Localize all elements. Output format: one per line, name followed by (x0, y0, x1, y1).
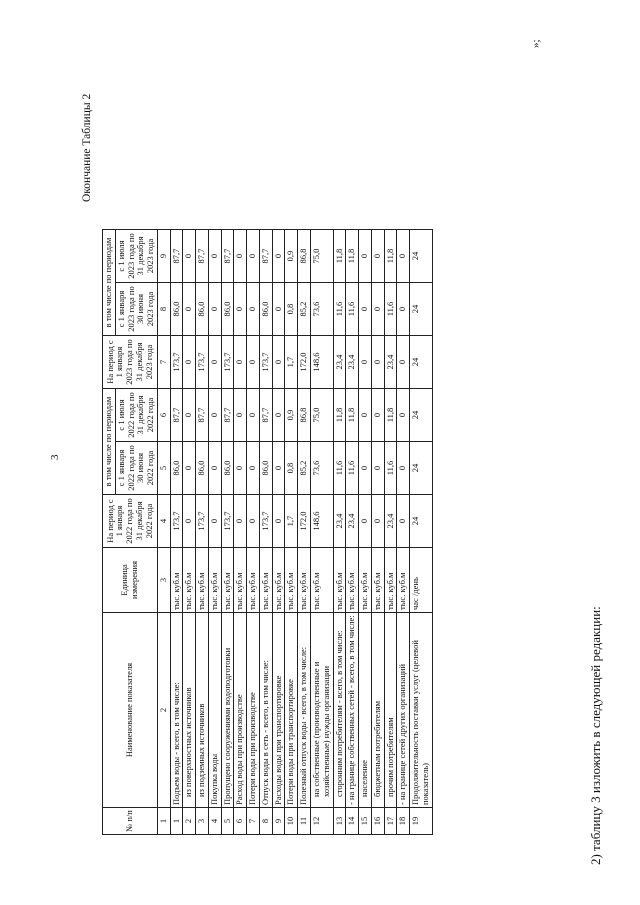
row-name: Расход воды при производстве (234, 613, 247, 808)
row-value: 172,0 (298, 495, 311, 548)
row-value: 87,7 (221, 389, 234, 442)
row-unit: тыс. куб.м (221, 548, 234, 613)
row-value: 0 (183, 283, 196, 336)
row-value: 85,2 (298, 442, 311, 495)
table-row (298, 230, 311, 835)
row-number: 1 (170, 808, 183, 835)
row-value: 11,6 (333, 283, 346, 336)
row-name: - на границе сетей других организаций (397, 613, 410, 808)
row-value: 0 (359, 389, 372, 442)
row-number: 14 (346, 808, 359, 835)
row-value: 0 (359, 336, 372, 389)
row-unit: тыс. куб.м (234, 548, 247, 613)
row-number: 10 (285, 808, 298, 835)
row-value: 0 (359, 230, 372, 283)
row-name: население (359, 613, 372, 808)
row-unit: тыс. куб.м (333, 548, 346, 613)
row-value: 173,7 (170, 336, 183, 389)
col-name: Наименование показателя (103, 613, 158, 808)
row-value: 0 (397, 495, 410, 548)
row-value: 11,8 (384, 389, 397, 442)
row-value: 11,6 (346, 283, 359, 336)
row-value: 0 (183, 230, 196, 283)
row-value: 0 (247, 336, 260, 389)
row-value: 24 (410, 389, 433, 442)
row-value: 0 (371, 495, 384, 548)
table-row (346, 230, 359, 835)
row-value: 0 (208, 283, 221, 336)
row-value: 75,0 (311, 389, 334, 442)
row-value: 0 (208, 442, 221, 495)
row-name: Подъем воды - всего, в том числе: (170, 613, 183, 808)
row-value: 0 (359, 442, 372, 495)
row-value: 1,7 (285, 336, 298, 389)
row-value: 0 (272, 389, 285, 442)
row-value: 0 (234, 283, 247, 336)
row-value: 0 (247, 495, 260, 548)
row-unit: тыс. куб.м (384, 548, 397, 613)
row-value: 0 (397, 336, 410, 389)
row-value: 87,7 (170, 389, 183, 442)
row-value: 73,6 (311, 283, 334, 336)
row-value: 23,4 (384, 495, 397, 548)
row-unit: тыс. куб.м (170, 548, 183, 613)
row-value: 0 (397, 389, 410, 442)
row-value: 86,0 (170, 283, 183, 336)
row-value: 0 (234, 495, 247, 548)
col-2023-total: На период с 1 января 2023 года по 31 декабря 2023 года (103, 336, 158, 389)
row-value: 0 (272, 442, 285, 495)
row-value: 0,9 (285, 389, 298, 442)
row-value: 0 (234, 389, 247, 442)
row-value: 87,7 (259, 389, 272, 442)
col-num: № п/п (103, 808, 158, 835)
row-number: 3 (196, 808, 209, 835)
row-value: 86,0 (196, 283, 209, 336)
row-value: 0 (208, 495, 221, 548)
table-row (183, 230, 196, 835)
row-value: 87,7 (170, 230, 183, 283)
row-name: Продолжительность поставки услуг (целевой показатель) (410, 613, 433, 808)
row-value: 86,0 (196, 442, 209, 495)
row-value: 86,0 (170, 442, 183, 495)
column-number-row (157, 230, 170, 835)
row-value: 86,0 (221, 283, 234, 336)
row-number: 19 (410, 808, 433, 835)
row-name: Расходы воды при транспортировке (272, 613, 285, 808)
row-value: 87,7 (196, 389, 209, 442)
data-table (102, 229, 433, 835)
row-name: Полезный отпуск воды - всего, в том числе: (298, 613, 311, 808)
row-value: 0 (183, 495, 196, 548)
row-value: 23,4 (346, 495, 359, 548)
row-value: 173,7 (196, 336, 209, 389)
page-number: 3 (49, 454, 61, 460)
row-value: 0 (272, 336, 285, 389)
row-value: 0 (397, 442, 410, 495)
row-number: 2 (183, 808, 196, 835)
row-unit: тыс. куб.м (311, 548, 334, 613)
row-name: - на границе собственных сетей - всего, в том числе: (346, 613, 359, 808)
row-unit: тыс. куб.м (196, 548, 209, 613)
row-value: 0 (272, 283, 285, 336)
row-name: Покупка воды (208, 613, 221, 808)
row-name: из поверхностных источников (183, 613, 196, 808)
table-row (234, 230, 247, 835)
col-2023-group: в том числе по периодам (103, 230, 116, 336)
closing-quote: »; (530, 39, 542, 48)
row-value: 11,6 (384, 442, 397, 495)
row-value: 0,8 (285, 283, 298, 336)
row-value: 73,6 (311, 442, 334, 495)
table-row (384, 230, 397, 835)
row-unit: тыс. куб.м (183, 548, 196, 613)
row-value: 23,4 (333, 495, 346, 548)
row-number: 18 (397, 808, 410, 835)
row-unit: тыс. куб.м (298, 548, 311, 613)
row-number: 9 (272, 808, 285, 835)
row-value: 75,0 (311, 230, 334, 283)
row-value: 0 (359, 283, 372, 336)
row-value: 87,7 (259, 230, 272, 283)
table-row (259, 230, 272, 835)
row-number: 4 (208, 808, 221, 835)
row-value: 173,7 (170, 495, 183, 548)
row-value: 11,6 (384, 283, 397, 336)
row-unit: тыс. куб.м (359, 548, 372, 613)
row-value: 87,7 (196, 230, 209, 283)
row-value: 11,8 (333, 230, 346, 283)
row-value: 0 (371, 442, 384, 495)
row-value: 0 (272, 230, 285, 283)
col-2023-h1: с 1 января 2023 года по 30 июня 2023 года (115, 283, 157, 336)
row-value: 173,7 (196, 495, 209, 548)
row-value: 173,7 (259, 336, 272, 389)
row-value: 85,2 (298, 283, 311, 336)
row-value: 0,8 (285, 442, 298, 495)
row-value: 0 (183, 389, 196, 442)
table-body (170, 230, 432, 835)
colnum: 3 (157, 548, 170, 613)
row-value: 23,4 (346, 336, 359, 389)
row-value: 0 (247, 389, 260, 442)
row-value: 0,9 (285, 230, 298, 283)
row-value: 11,8 (333, 389, 346, 442)
row-number: 8 (259, 808, 272, 835)
row-value: 86,0 (221, 442, 234, 495)
row-value: 0 (183, 336, 196, 389)
row-name: бюджетным потребителям (371, 613, 384, 808)
colnum: 8 (157, 283, 170, 336)
col-2022-h1: с 1 января 2022 года по 30 июня 2022 года (115, 442, 157, 495)
col-2022-group: в том числе по периодам (103, 389, 116, 495)
row-number: 6 (234, 808, 247, 835)
table-row (371, 230, 384, 835)
colnum: 9 (157, 230, 170, 283)
row-value: 173,7 (221, 336, 234, 389)
row-value: 86,0 (259, 442, 272, 495)
row-value: 173,7 (259, 495, 272, 548)
row-unit: тыс. куб.м (285, 548, 298, 613)
row-value: 1,7 (285, 495, 298, 548)
row-unit: тыс. куб.м (397, 548, 410, 613)
colnum: 7 (157, 336, 170, 389)
table-row (333, 230, 346, 835)
table-row (196, 230, 209, 835)
table-row (272, 230, 285, 835)
row-name: на собственные (производственные и хозяйственные) нужды организации (311, 613, 334, 808)
row-number: 13 (333, 808, 346, 835)
row-value: 0 (247, 283, 260, 336)
row-value: 11,8 (346, 389, 359, 442)
row-name: Потери воды при производстве (247, 613, 260, 808)
row-unit: тыс. куб.м (259, 548, 272, 613)
row-unit: час /день (410, 548, 433, 613)
row-value: 24 (410, 442, 433, 495)
row-value: 0 (234, 336, 247, 389)
row-value: 0 (272, 495, 285, 548)
table-row (170, 230, 183, 835)
row-value: 86,0 (259, 283, 272, 336)
row-value: 0 (371, 389, 384, 442)
row-unit: тыс. куб.м (371, 548, 384, 613)
table-row (247, 230, 260, 835)
col-2022-total: На период с 1 января 2022 года по 31 декабря 2022 года (103, 495, 158, 548)
row-unit: тыс. куб.м (272, 548, 285, 613)
row-name: прочим потребителям (384, 613, 397, 808)
row-value: 11,8 (346, 230, 359, 283)
row-value: 23,4 (333, 336, 346, 389)
row-value: 0 (208, 230, 221, 283)
table-row (221, 230, 234, 835)
row-value: 0 (247, 442, 260, 495)
row-value: 0 (208, 389, 221, 442)
table-row (285, 230, 298, 835)
table-row (311, 230, 334, 835)
row-value: 0 (208, 336, 221, 389)
row-value: 148,6 (311, 336, 334, 389)
row-value: 24 (410, 495, 433, 548)
row-value: 23,4 (384, 336, 397, 389)
row-value: 24 (410, 230, 433, 283)
row-value: 0 (234, 442, 247, 495)
row-value: 0 (397, 283, 410, 336)
colnum: 2 (157, 613, 170, 808)
row-number: 12 (311, 808, 334, 835)
row-value: 0 (371, 230, 384, 283)
row-value: 11,6 (333, 442, 346, 495)
table-row (397, 230, 410, 835)
colnum: 6 (157, 389, 170, 442)
table-row (208, 230, 221, 835)
row-unit: тыс. куб.м (208, 548, 221, 613)
row-unit: тыс. куб.м (346, 548, 359, 613)
row-value: 87,7 (221, 230, 234, 283)
row-value: 148,6 (311, 495, 334, 548)
row-number: 16 (371, 808, 384, 835)
col-2022-h2: с 1 июля 2022 года по 31 декабря 2022 года (115, 389, 157, 442)
row-value: 0 (247, 230, 260, 283)
col-2023-h2: с 1 июля 2023 года по 31 декабря 2023 года (115, 230, 157, 283)
row-value: 173,7 (221, 495, 234, 548)
row-number: 7 (247, 808, 260, 835)
row-value: 0 (183, 442, 196, 495)
row-name: Потери воды при транспортировке (285, 613, 298, 808)
table-caption: Окончание Таблицы 2 (81, 93, 93, 202)
row-value: 0 (371, 283, 384, 336)
row-name: сторонним потребителям - всего, в том числе: (333, 613, 346, 808)
footer-text: 2) таблицу 3 изложить в следующей редакции: (588, 606, 603, 865)
row-name: Пропущено сооружениями водоподготовки (221, 613, 234, 808)
row-value: 172,0 (298, 336, 311, 389)
row-value: 0 (234, 230, 247, 283)
colnum: 4 (157, 495, 170, 548)
row-number: 15 (359, 808, 372, 835)
row-unit: тыс. куб.м (247, 548, 260, 613)
row-value: 0 (397, 230, 410, 283)
row-name: Отпуск воды в сеть - всего, в том числе: (259, 613, 272, 808)
row-value: 24 (410, 336, 433, 389)
row-number: 5 (221, 808, 234, 835)
row-value: 86,8 (298, 230, 311, 283)
table-row (410, 230, 433, 835)
row-value: 11,6 (346, 442, 359, 495)
colnum: 5 (157, 442, 170, 495)
row-value: 24 (410, 283, 433, 336)
col-unit: Единица измерения (103, 548, 158, 613)
row-number: 11 (298, 808, 311, 835)
row-name: из подземных источников (196, 613, 209, 808)
colnum: 1 (157, 808, 170, 835)
row-value: 0 (371, 336, 384, 389)
row-value: 86,8 (298, 389, 311, 442)
row-value: 11,8 (384, 230, 397, 283)
table-row (359, 230, 372, 835)
row-number: 17 (384, 808, 397, 835)
row-value: 0 (359, 495, 372, 548)
